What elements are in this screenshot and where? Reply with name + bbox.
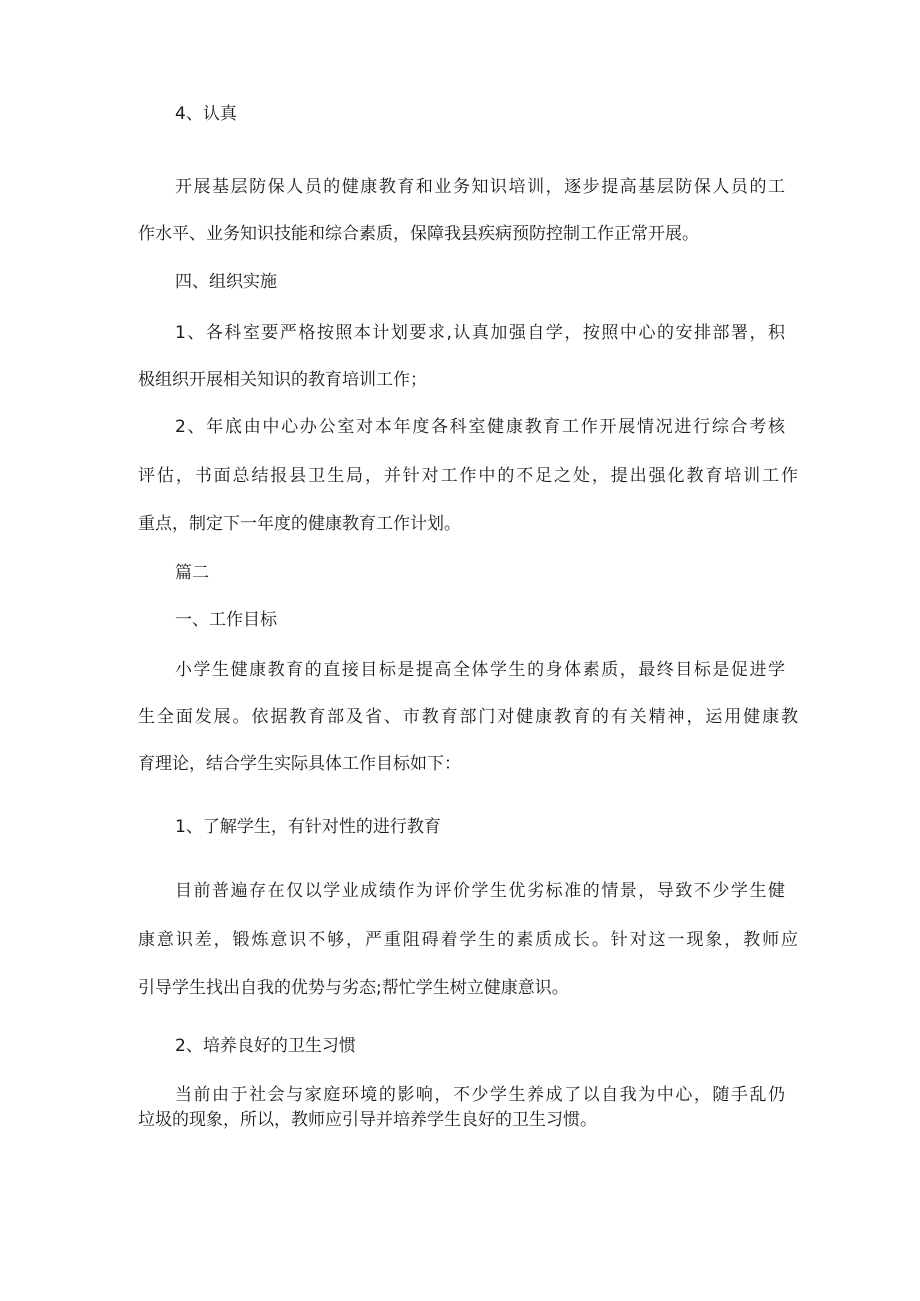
paragraph-item-2-line-3: 重点，制定下一年度的健康教育工作计划。: [138, 514, 461, 534]
paragraph-training-line-2: 作水平、业务知识技能和综合素质，保障我县疾病预防控制工作正常开展。: [138, 224, 699, 244]
paragraph-item-2-line-1: 2、年底由中心办公室对本年度各科室健康教育工作开展情况进行综合考核: [175, 417, 785, 437]
paragraph-goal-1-line-3: 引导学生找出自我的优势与劣态;帮忙学生树立健康意识。: [138, 978, 569, 998]
paragraph-goals-line-1: 小学生健康教育的直接目标是提高全体学生的身体素质，最终目标是促进学: [175, 660, 785, 680]
heading-part-2: 篇二: [175, 563, 209, 583]
heading-goals: 一、工作目标: [175, 610, 277, 630]
paragraph-goal-2-line-2: 垃圾的现象，所以，教师应引导并培养学生良好的卫生习惯。: [138, 1110, 597, 1130]
paragraph-goals-line-3: 育理论，结合学生实际具体工作目标如下：: [138, 754, 461, 774]
heading-goal-1: 1、了解学生，有针对性的进行教育: [175, 817, 441, 837]
paragraph-goals-line-2: 生全面发展。依据教育部及省、市教育部门对健康教育的有关精神，运用健康教: [138, 707, 798, 727]
paragraph-goal-1-line-2: 康意识差，锻炼意识不够，严重阻碍着学生的素质成长。针对这一现象，教师应: [138, 930, 798, 950]
paragraph-item-1-line-1: 1、各科室要严格按照本计划要求,认真加强自学，按照中心的安排部署，积: [175, 323, 785, 343]
heading-goal-2: 2、培养良好的卫生习惯: [175, 1036, 356, 1056]
heading-item-4: 4、认真: [175, 104, 237, 124]
heading-section-4: 四、组织实施: [175, 272, 277, 292]
paragraph-item-2-line-2: 评估，书面总结报县卫生局，并针对工作中的不足之处，提出强化教育培训工作: [138, 466, 798, 486]
paragraph-goal-1-line-1: 目前普遍存在仅以学业成绩作为评价学生优劣标准的情景，导致不少学生健: [175, 881, 785, 901]
paragraph-item-1-line-2: 极组织开展相关知识的教育培训工作；: [138, 370, 427, 390]
paragraph-training-line-1: 开展基层防保人员的健康教育和业务知识培训，逐步提高基层防保人员的工: [175, 177, 785, 197]
paragraph-goal-2-line-1: 当前由于社会与家庭环境的影响，不少学生养成了以自我为中心，随手乱仍: [175, 1085, 785, 1105]
